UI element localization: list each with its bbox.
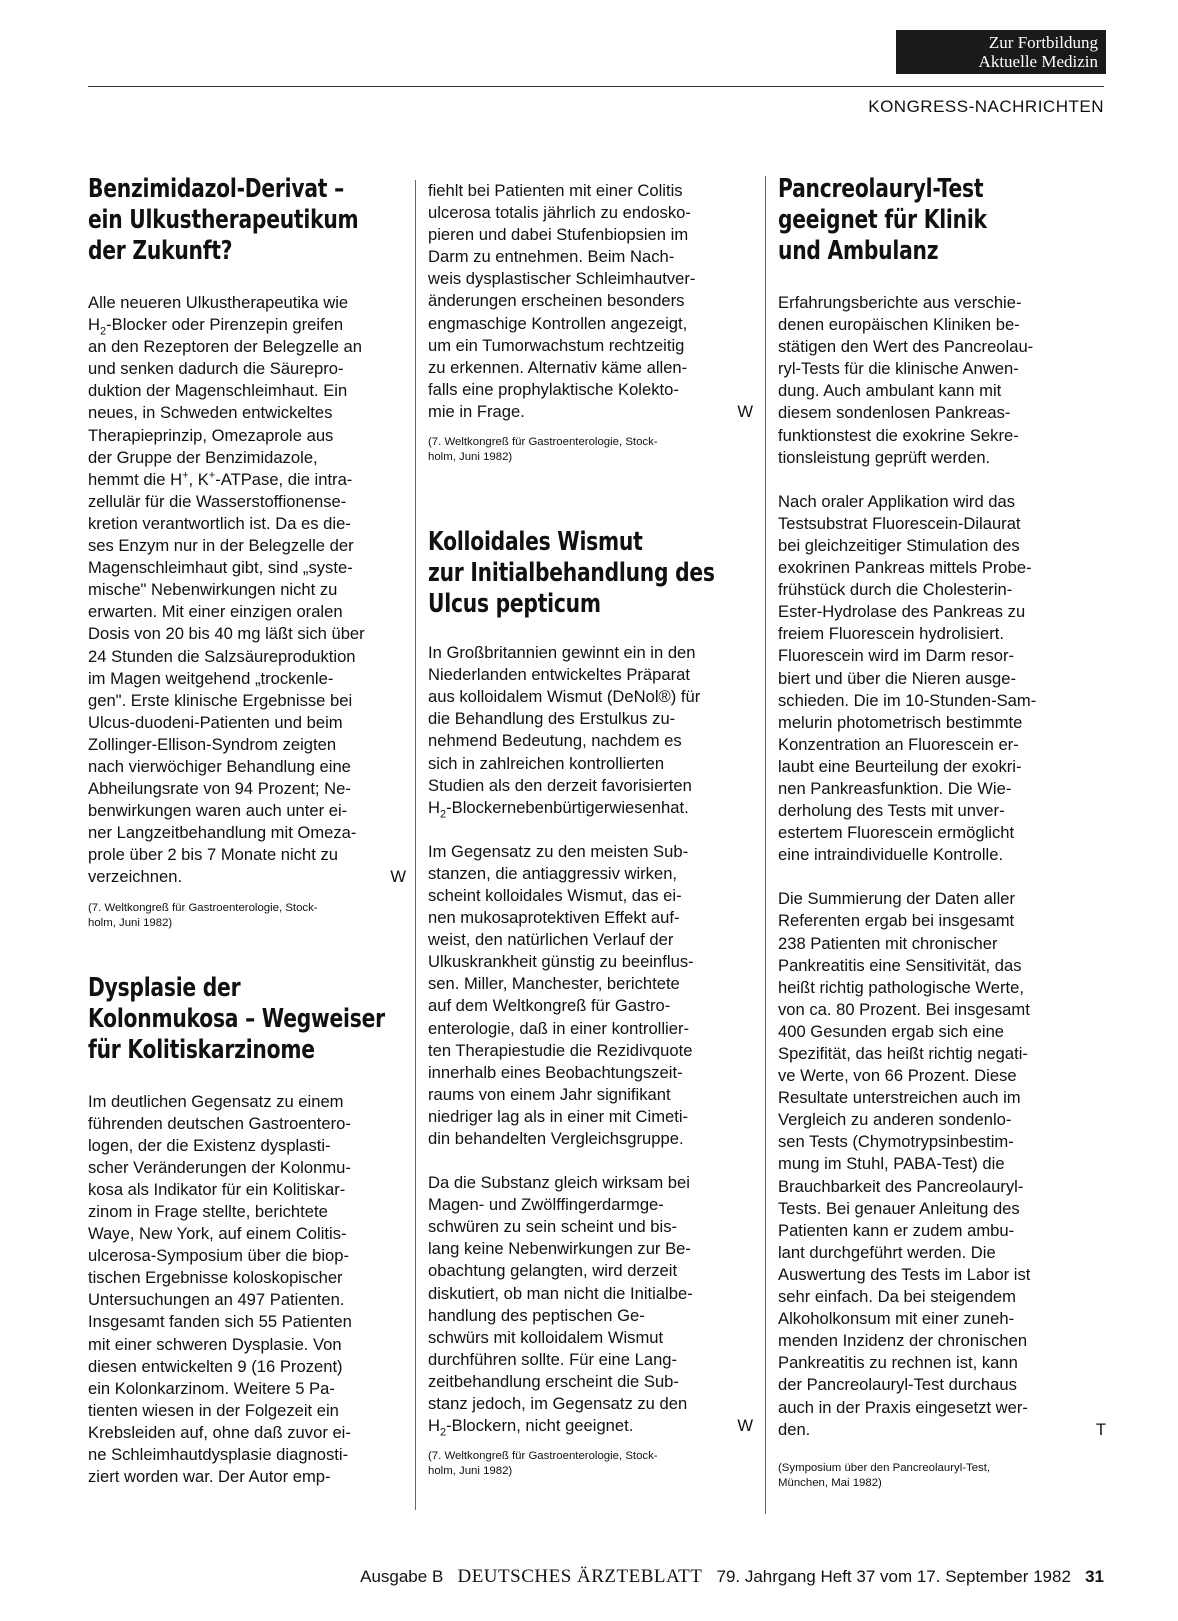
- article-body: Nach oraler Applikation wird das Testsubstrat Fluorescein-Dilaurat bei gleichzeitiger Stimulation des exokrinen Pankreas mittels Probe- frühstück durch die Cholesterin- Ester-Hydrolase des Pankreas zu freiem Fluorescein hydrolisiert. Fluorescein wird im Darm resor- biert und über die Nieren ausge- schieden. Die im 10-Stunden-Sam- melurin photometrisch bestimmte Konzentration an Fluorescein er- laubt eine Beurteilung der exokri- nen Pankreasfunktion. Die Wie- derholung des Tests mit unver- estertem Fluorescein ermöglicht eine intraindividuelle Kontrolle.: [778, 491, 1037, 865]
- article-body: Die Summierung der Daten aller Referenten ergab bei insgesamt 238 Patienten mit chronischer Pankreatitis eine Sensitivität, das heißt richtig pathologische Werte, von ca. 80 Prozent. Bei insgesamt 400 Gesunden ergab sich eine Spezifität, das heißt richtig negati- ve Werte, von 66 Prozent. Diese Resultate unterstreichen auch im Vergleich zu anderen sondenlo- sen Tests (Chymotrypsinbestim- mung im Stuhl, PABA-Test) die Brauchbarkeit des Pancreolauryl- Tests. Bei genauer Anleitung des Patienten kann er zudem ambu- lant durchgeführt werden. Die Auswertung des Tests im Labor ist sehr einfach. Da bei steigendem Alkoholkonsum mit einer zuneh- menden Inzidenz der chronischen Pankreatitis zu rechnen ist, kann der Pancreolauryl-Test durchaus auch in der Praxis eingesetzt wer- den. T: [778, 888, 1106, 1440]
- article-source: (7. Weltkongreß für Gastroenterologie, Stock- holm, Juni 1982): [88, 901, 318, 929]
- footer-issue: 79. Jahrgang Heft 37 vom 17. September 1982: [716, 1567, 1071, 1586]
- article-source: (7. Weltkongreß für Gastroenterologie, Stock- holm, Juni 1982): [428, 436, 658, 464]
- column-divider-2: [765, 176, 766, 1514]
- article-title: Kolloidales Wismut zur Initialbehandlung des Ulcus pepticum: [428, 527, 715, 620]
- page-footer: [88, 1566, 1104, 1588]
- article-source: (7. Weltkongreß für Gastroenterologie, Stock- holm, Juni 1982): [428, 1450, 658, 1478]
- author-signature: W: [737, 401, 753, 421]
- column-1: [88, 174, 406, 1488]
- header-rule: [88, 86, 1104, 87]
- badge-line-2: Aktuelle Medizin: [978, 52, 1098, 71]
- article-benzimidazol: [88, 174, 406, 931]
- footer-magazine: DEUTSCHES ÄRZTEBLATT: [457, 1566, 703, 1587]
- author-signature: W: [737, 1416, 753, 1436]
- article-body: Erfahrungsberichte aus verschie- denen europäischen Kliniken be- stätigen den Wert des Pancreolau- ryl-Tests für die klinische Anwen- dung. Auch ambulant kann mit diesem sondenlosen Pankreas- funktionstest die exokrine Sekre- tionsleistung geprüft werden.: [778, 293, 1034, 467]
- article-title: Dysplasie der Kolonmukosa – Wegweiser für Kolitiskarzinome: [88, 972, 385, 1065]
- badge-line-1: Zur Fortbildung: [988, 33, 1098, 52]
- author-signature: T: [1095, 1419, 1106, 1439]
- article-body: In Großbritannien gewinnt ein in den Niederlanden entwickeltes Präparat aus kolloidalem Wismut (DeNol®) für die Behandlung des Erstulkus zu- nehmend Bedeutung, nachdem es sich in zahlreichen kontrollierten Studien als den derzeit favorisierten $H_2$-Blockernebenbürtigerwiesenhat.: [428, 643, 701, 820]
- column-divider-1: [415, 180, 416, 1510]
- article-source: (Symposium über den Pancreolauryl-Test, München, Mai 1982): [778, 1461, 991, 1489]
- article-dysplasie-continued: [428, 180, 753, 465]
- article-title: Pancreolauryl-Test geeignet für Klinik und Ambulanz: [778, 174, 987, 266]
- section-badge: [896, 30, 1106, 74]
- column-3: [778, 174, 1106, 1491]
- article-body: Im Gegensatz zu den meisten Sub- stanzen, die antiaggressiv wirken, scheint kolloidales Wismut, das ei- nen mukosaprotektiven Effekt auf- weist, den natürlichen Verlauf der Ulkuskrankheit günstig zu beeinflus- sen. Miller, Manchester, berichtete auf dem Weltkongreß für Gastro- enterologie, daß in einer kontrollier- ten Therapiestudie die Rezidivquote innerhalb eines Beobachtungszeit- raums von einem Jahr signifikant niedriger lag als in einer mit Cimeti- din behandelten Vergleichsgruppe.: [428, 841, 694, 1148]
- article-title: Benzimidazol-Derivat – ein Ulkustherapeutikum der Zukunft?: [88, 174, 359, 266]
- footer-edition: Ausgabe B: [360, 1567, 444, 1586]
- article-body: Im deutlichen Gegensatz zu einem führenden deutschen Gastroentero- logen, der die Existenz dysplasti- scher Veränderungen der Kolonmu- kosa als Indikator für ein Kolitiskar- zinom in Frage stellte, berichtete Waye, New York, auf einem Colitis- ulcerosa-Symposium über die biop- tischen Ergebnisse koloskopischer Untersuchungen an 497 Patienten. Insgesamt fanden sich 55 Patienten mit einer schweren Dysplasie. Von diesen entwickelten 9 (16 Prozent) ein Kolonkarzinom. Weitere 5 Pa- tienten wiesen in der Folgezeit ein Krebsleiden auf, ohne daß zuvor ei- ne Schleimhautdysplasie diagnosti- ziert worden war. Der Autor emp-: [88, 1091, 352, 1487]
- page-number: 31: [1085, 1567, 1104, 1586]
- article-body: Alle neueren Ulkustherapeutika wie $H_2$-Blocker oder Pirenzepin greifen an den Rezeptoren der Belegzelle an und senken dadurch die Säurepro- duktion der Magenschleimhaut. Ein neues, in Schweden entwickeltes Therapieprinzip, Omezaprole aus der Gruppe der Benzimidazole, hemmt die H+, K+-ATPase, die intra- zellulär für die Wasserstoffionense- kretion verantwortlich ist. Da es die- ses Enzym nur in der Belegzelle der Magenschleimhaut gibt, sind „syste- mische" Nebenwirkungen nicht zu erwarten. Mit einer einzigen oralen Dosis von 20 bis 40 mg läßt sich über 24 Stunden die Salzsäureproduktion im Magen weitgehend „trockenle- gen". Erste klinische Ergebnisse bei Ulcus-duodeni-Patienten und beim Zollinger-Ellison-Syndrom zeigten nach vierwöchiger Behandlung eine Abheilungsrate von 94 Prozent; Ne- benwirkungen waren auch unter ei- ner Langzeitbehandlung mit Omeza- prole über 2 bis 7 Monate nicht zu verzeichnen. W: [88, 292, 406, 889]
- author-signature: W: [390, 867, 406, 887]
- article-body: Da die Substanz gleich wirksam bei Magen- und Zwölffingerdarmge- schwüren zu sein scheint und bis- lang keine Nebenwirkungen zur Be- obachtung gelangten, wird derzeit diskutiert, ob man nicht die Initialbe- handlung des peptischen Ge- schwürs mit kolloidalem Wismut durchführen sollte. Für eine Lang- zeitbehandlung erscheint die Sub- stanz jedoch, im Gegensatz zu den $H_2$-Blockern, nicht geeignet. W: [428, 1173, 753, 1439]
- article-dysplasie: [88, 973, 406, 1489]
- article-body: fiehlt bei Patienten mit einer Colitis ulcerosa totalis jährlich zu endosko- pieren und dabei Stufenbiopsien im Darm zu entnehmen. Beim Nach- weis dysplastischer Schleimhautver- änderungen erscheinen besonders engmaschige Kontrollen angezeigt, um ein Tumorwachstum rechtzeitig zu erkennen. Alternativ käme allen- falls eine prophylaktische Kolekto- mie in Frage. W: [428, 180, 753, 423]
- article-pancreolauryl: [778, 174, 1106, 1491]
- column-2: [428, 180, 753, 1479]
- section-label: KONGRESS-NACHRICHTEN: [868, 97, 1104, 116]
- article-wismut: [428, 527, 753, 1479]
